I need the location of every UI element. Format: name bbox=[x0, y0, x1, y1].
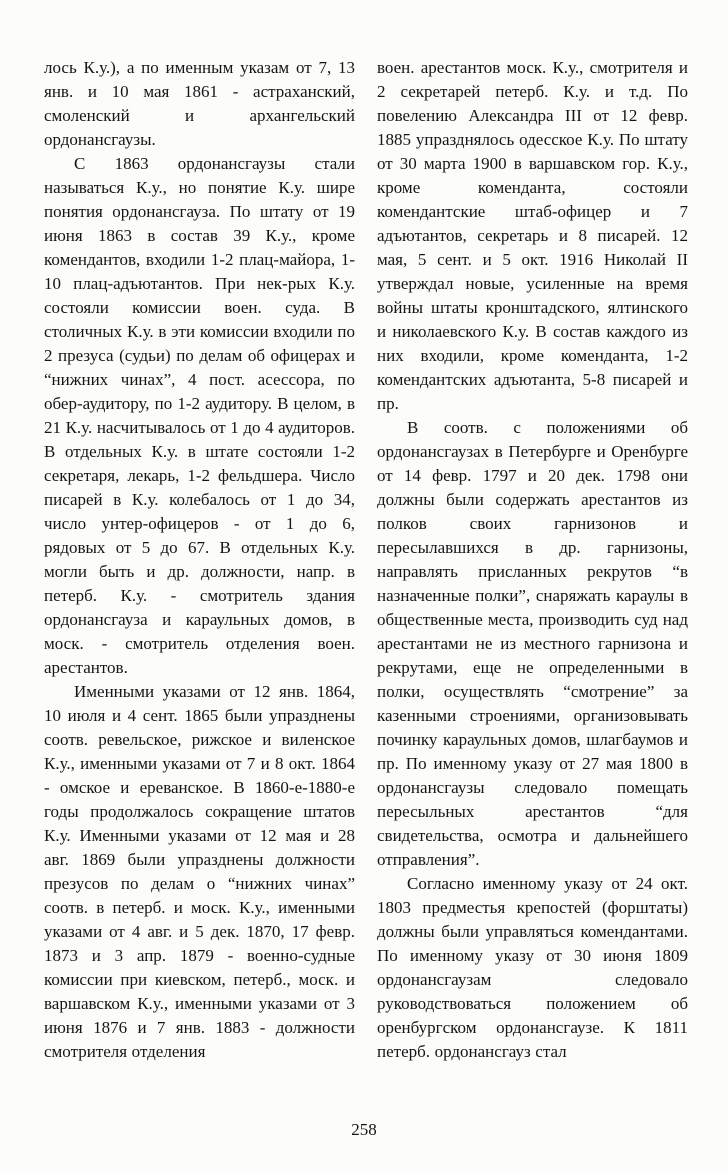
right-column bbox=[377, 56, 688, 1064]
page-number: 258 bbox=[351, 1120, 377, 1139]
paragraph-continuation: лось К.у.), а по именным указам от 7, 13 янв. и 10 мая 1861 - астраханский, смоленский и архангельский ордонансгаузы. bbox=[44, 58, 355, 149]
paragraph: В соотв. с положениями об ордонансгаузах в Петербурге и Оренбурге от 14 февр. 1797 и 20 дек. 1798 они должны были содержать арестантов из полков своих гарнизонов и пересылавшихся в др. гарнизоны, направлять присланных рекрутов “в назначенные полки”, снаряжать караулы в общественные места, производить суд над арестантами не из местного гарнизона и рекрутами, еще не определенными в полки, осуществлять “смотрение” за казенными строениями, организовывать починку караульных домов, шлагбаумов и пр. По именному указу от 27 мая 1800 в ордонансгаузы следовало помещать пересыльных арестантов “для свидетельства, осмотра и дальнейшего отправления”. bbox=[377, 418, 688, 869]
left-column bbox=[44, 56, 355, 1064]
paragraph: Согласно именному указу от 24 окт. 1803 предместья крепостей (форштаты) должны были управляться комендантами. По именному указу от 30 июня 1809 ордонансгаузам следовало руководствоваться положением об оренбургском ордонансгаузе. К 1811 петерб. ордонансгауз стал bbox=[377, 874, 688, 1061]
paragraph-continuation: воен. арестантов моск. К.у., смотрителя и 2 секретарей петерб. К.у. и т.д. По повелению Александра III от 12 февр. 1885 упразднялось одесское К.у. По штату от 30 марта 1900 в варшавском гор. К.у., кроме коменданта, состояли комендантские штаб-офицер и 7 адъютантов, секретарь и 8 писарей. 12 мая, 5 сент. и 5 окт. 1916 Николай II утверждал новые, усиленные на время войны штаты кронштадского, ялтинского и николаевского К.у. В состав каждого из них входили, кроме коменданта, 1-2 комендантских адъютанта, 5-8 писарей и пр. bbox=[377, 58, 688, 413]
paragraph: Именными указами от 12 янв. 1864, 10 июля и 4 сент. 1865 были упразднены соотв. ревельское, рижское и виленское К.у., именными указами от 7 и 8 окт. 1864 - омское и ереванское. В 1860-е-1880-е годы продолжалось сокращение штатов К.у. Именными указами от 12 мая и 28 авг. 1869 были упразднены должности презусов по делам о “нижних чинах” соотв. в петерб. и моск. К.у., именными указами от 4 авг. и 5 дек. 1870, 17 февр. 1873 и 3 апр. 1879 - военно-судные комиссии при киевском, петерб., моск. и варшавском К.у., именными указами от 3 июня 1876 и 7 янв. 1883 - должности смотрителя отделения bbox=[44, 682, 355, 1061]
paragraph: С 1863 ордонансгаузы стали называться К.у., но понятие К.у. шире понятия ордонансгауза. По штату от 19 июня 1863 в состав 39 К.у., кроме комендантов, входили 1-2 плац-майора, 1-10 плац-адъютантов. При нек-рых К.у. состояли комиссии воен. суда. В столичных К.у. в эти комиссии входили по 2 презуса (судьи) по делам об офицерах и “нижних чинах”, 4 пост. асессора, по обер-аудитору, по 1-2 аудитору. В целом, в 21 К.у. насчитывалось от 1 до 4 аудиторов. В отдельных К.у. в штате состояли 1-2 секретаря, лекарь, 1-2 фельдшера. Число писарей в К.у. колебалось от 1 до 34, число унтер-офицеров - от 1 до 6, рядовых от 5 до 67. В отдельных К.у. могли быть и др. должности, напр. в петерб. К.у. - смотритель здания ордонансгауза и караульных домов, в моск. - смотритель отделения воен. арестантов. bbox=[44, 154, 356, 677]
